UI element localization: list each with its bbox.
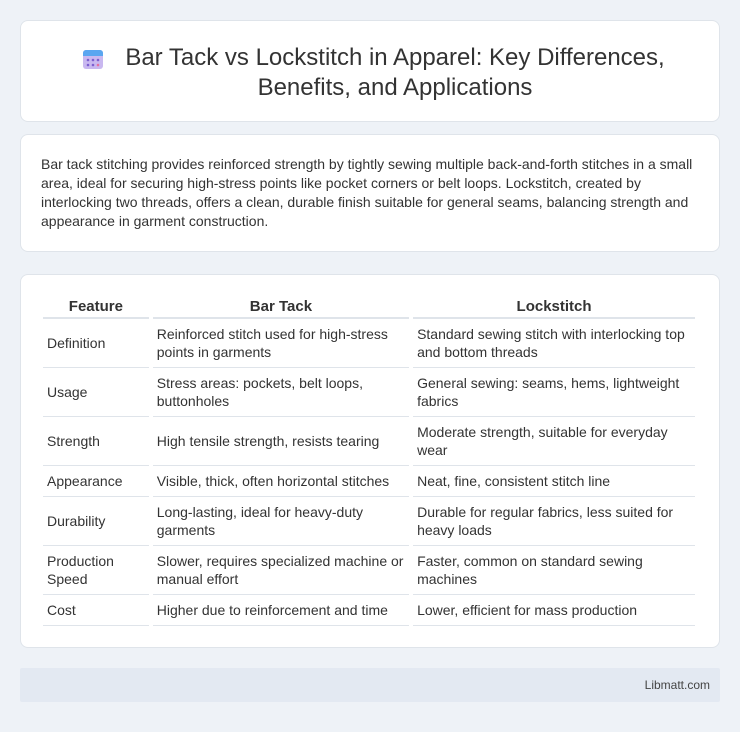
table-row <box>43 466 695 497</box>
feature-cell: Appearance <box>43 466 149 497</box>
feature-cell: Cost <box>43 595 149 626</box>
header-bar-tack: Bar Tack <box>153 295 409 319</box>
feature-cell: Production Speed <box>43 546 149 595</box>
intro-paragraph: Bar tack stitching provides reinforced strength by tightly sewing multiple back-and-forth stitches in a small area, ideal for securing high-stress points like pocket corners or belt loops. Lockstitch, created by interlocking two threads, offers a clean, durable finish suitable for general seams, balancing strength and appearance in garment construction. <box>41 156 693 229</box>
lockstitch-cell: General sewing: seams, hems, lightweight fabrics <box>413 368 695 417</box>
header-feature: Feature <box>43 295 149 319</box>
lockstitch-cell: Moderate strength, suitable for everyday wear <box>413 417 695 466</box>
lockstitch-cell: Durable for regular fabrics, less suited for heavy loads <box>413 497 695 546</box>
table-header-row <box>43 295 695 319</box>
header-lockstitch: Lockstitch <box>413 295 695 319</box>
table-row <box>43 497 695 546</box>
comparison-card <box>20 274 720 648</box>
lockstitch-cell: Neat, fine, consistent stitch line <box>413 466 695 497</box>
bar-tack-cell: Slower, requires specialized machine or manual effort <box>153 546 409 595</box>
feature-cell: Definition <box>43 319 149 368</box>
table-row <box>43 417 695 466</box>
title-wrap <box>21 43 719 103</box>
bar-tack-cell: Stress areas: pockets, belt loops, buttonholes <box>153 368 409 417</box>
lockstitch-cell: Lower, efficient for mass production <box>413 595 695 626</box>
footer-site-link[interactable]: Libmatt.com <box>644 678 710 692</box>
footer <box>20 668 720 702</box>
lockstitch-cell: Standard sewing stitch with interlocking top and bottom threads <box>413 319 695 368</box>
table-row <box>43 368 695 417</box>
page-title: Bar Tack vs Lockstitch in Apparel: Key Differences, Benefits, and Applications <box>125 44 665 101</box>
bar-tack-cell: High tensile strength, resists tearing <box>153 417 409 466</box>
comparison-table <box>39 295 699 626</box>
table-row <box>43 595 695 626</box>
table-row <box>43 319 695 368</box>
bar-tack-cell: Long-lasting, ideal for heavy-duty garments <box>153 497 409 546</box>
intro-card <box>20 134 720 252</box>
feature-cell: Durability <box>43 497 149 546</box>
feature-cell: Strength <box>43 417 149 466</box>
title-card <box>20 20 720 122</box>
table-row <box>43 546 695 595</box>
bar-tack-cell: Higher due to reinforcement and time <box>153 595 409 626</box>
bar-tack-cell: Visible, thick, often horizontal stitches <box>153 466 409 497</box>
feature-cell: Usage <box>43 368 149 417</box>
bar-tack-cell: Reinforced stitch used for high-stress points in garments <box>153 319 409 368</box>
lockstitch-cell: Faster, common on standard sewing machines <box>413 546 695 595</box>
